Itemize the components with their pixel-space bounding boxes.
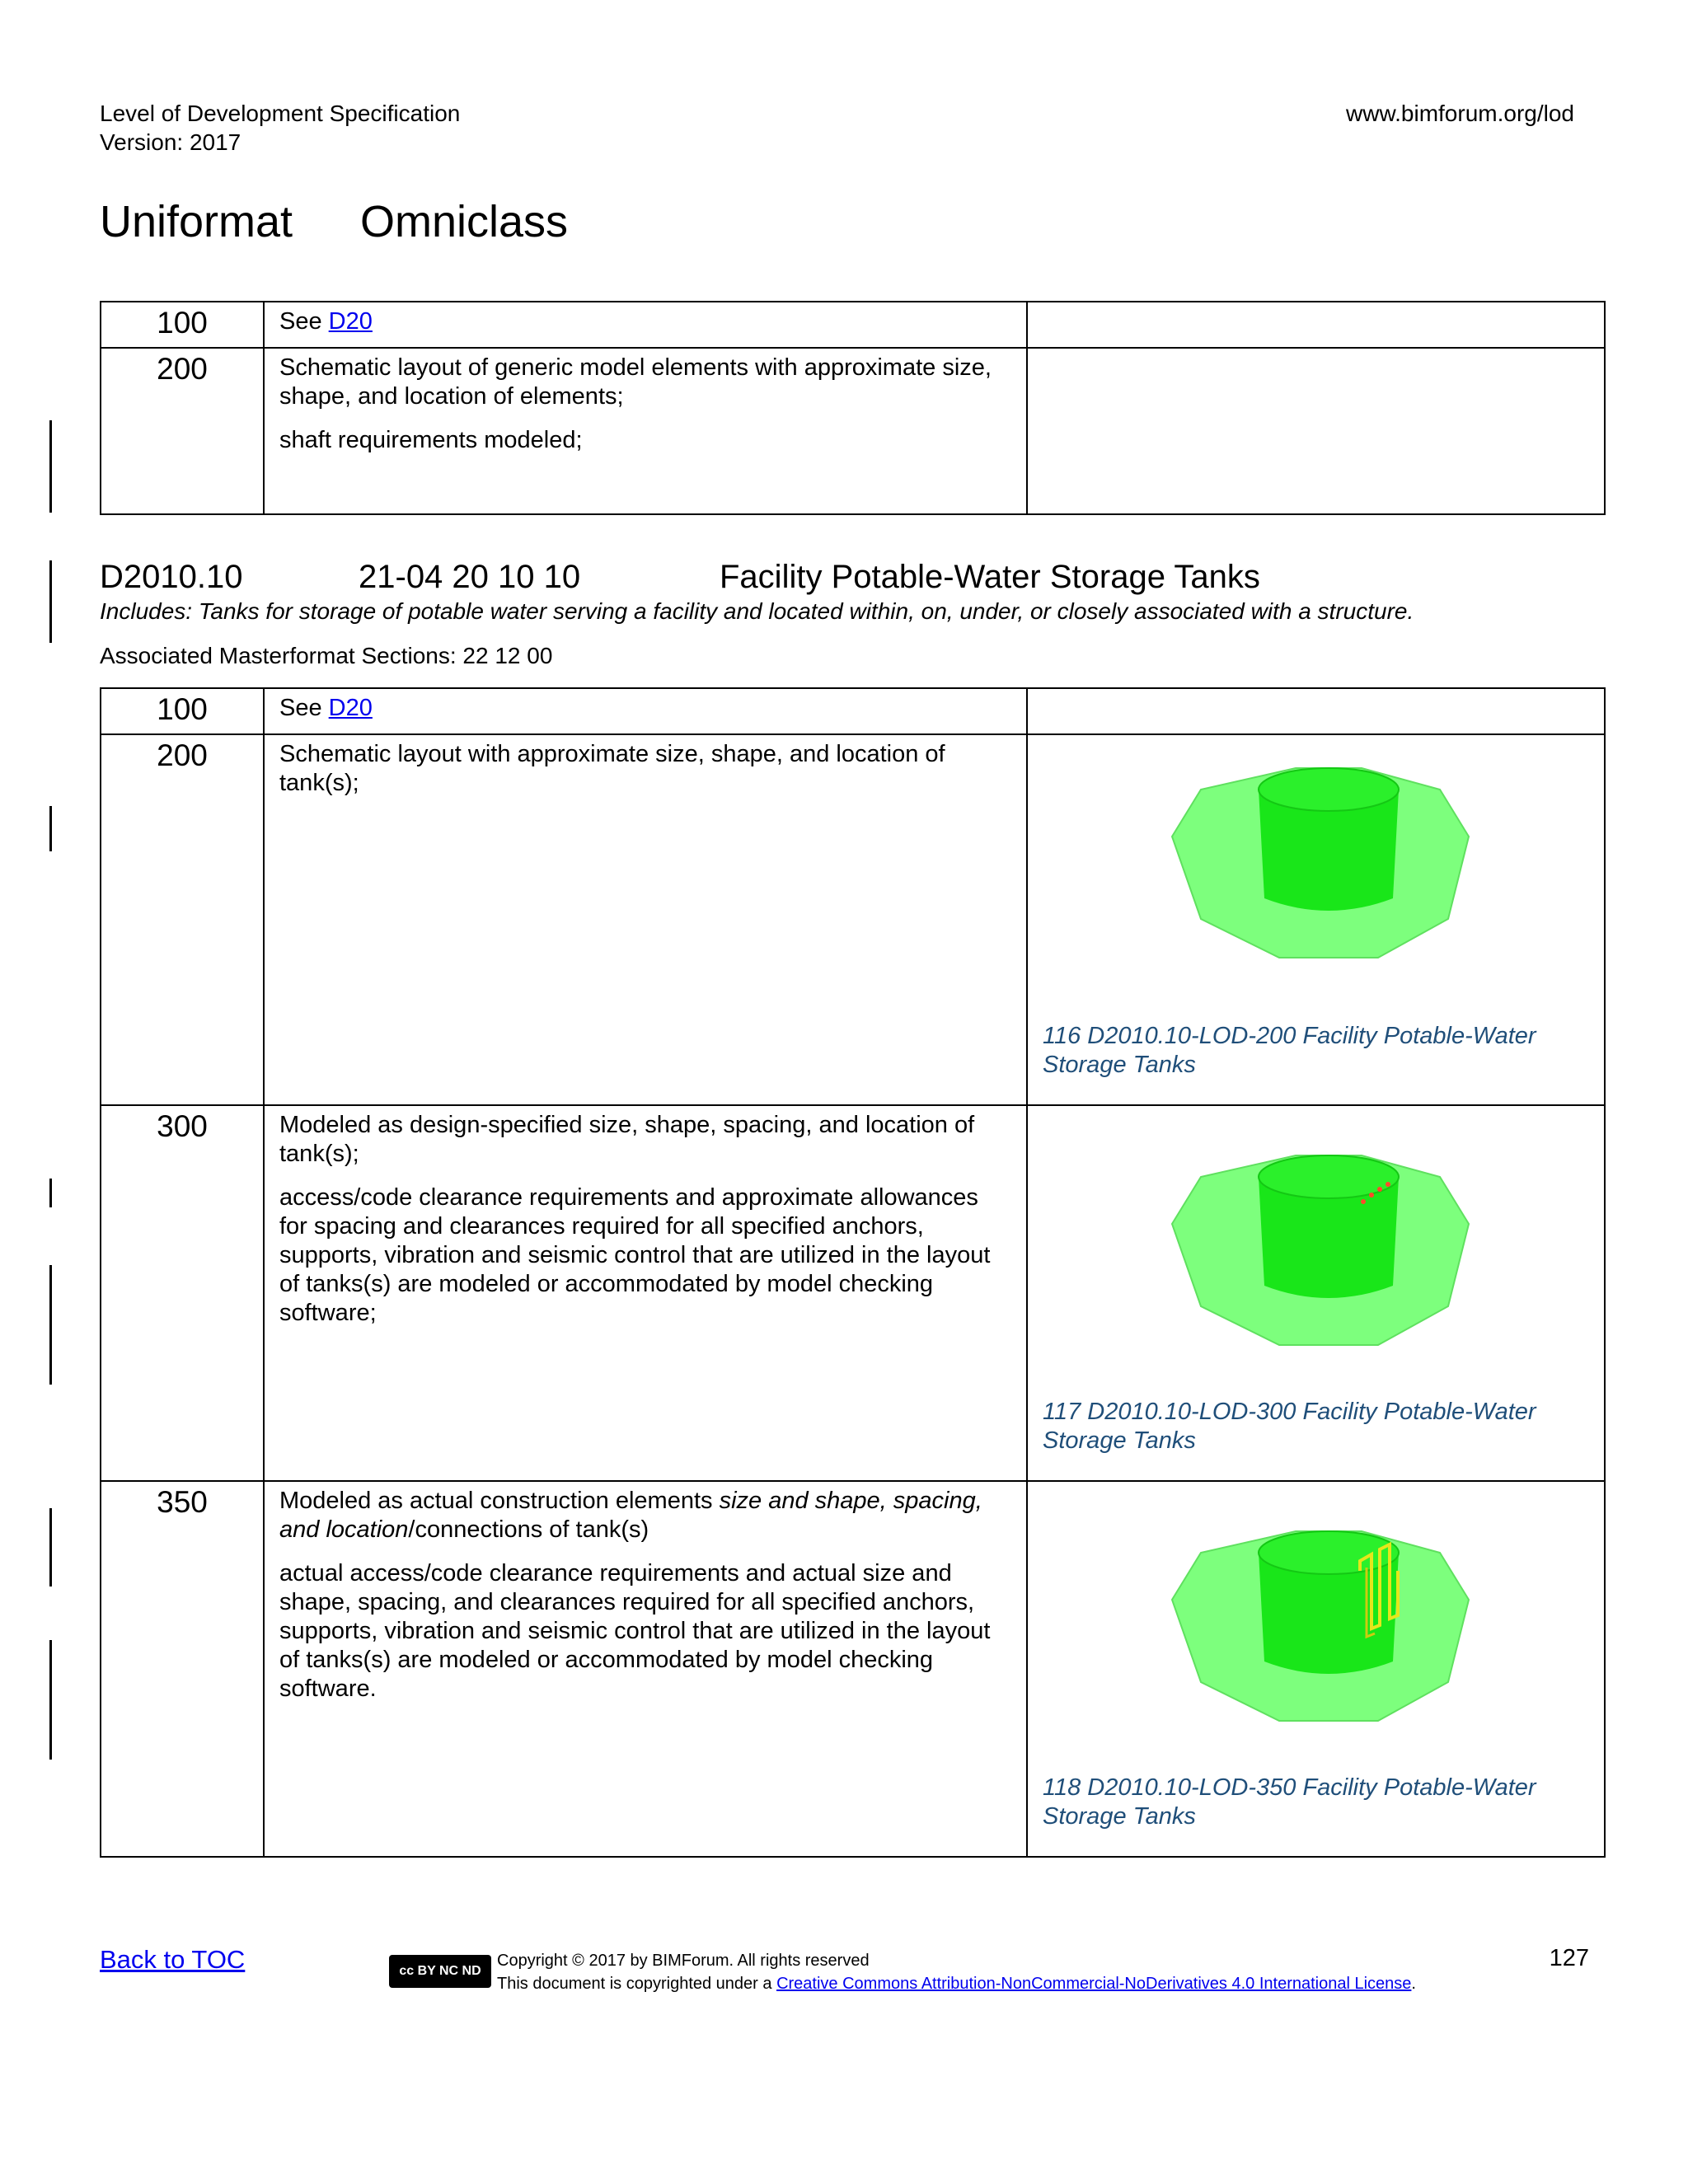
license-text bbox=[497, 1972, 1416, 1995]
see-text: See bbox=[279, 695, 329, 721]
section-title: Facility Potable-Water Storage Tanks bbox=[720, 559, 1260, 595]
description-paragraph: Modeled as design-specified size, shape, spacing, and location of tank(s); bbox=[279, 1112, 975, 1167]
table-row bbox=[101, 348, 1605, 514]
change-bar bbox=[49, 1265, 52, 1385]
section-includes: Includes: Tanks for storage of potable water serving a facility and located within, on, under, or closely associated with a structure. bbox=[100, 598, 1414, 624]
change-bar bbox=[49, 1640, 52, 1760]
lod-description bbox=[264, 1105, 1027, 1481]
table-row bbox=[101, 1481, 1605, 1857]
description-paragraph: access/code clearance requirements and approximate allowances for spacing and clearances required for all specified anchors, supports, vibration and seismic control that are utilized in the layout of tanks(s) are modeled or accommodated by model checking software; bbox=[279, 1184, 991, 1326]
lod-description bbox=[264, 688, 1027, 734]
table-row bbox=[101, 688, 1605, 734]
doc-title: Level of Development Specification bbox=[100, 101, 461, 126]
d20-link[interactable]: D20 bbox=[328, 695, 373, 721]
lod-level: 300 bbox=[101, 1105, 264, 1481]
lod-image-cell bbox=[1027, 302, 1605, 348]
description-paragraph: Schematic layout with approximate size, shape, and location of tank(s); bbox=[279, 741, 945, 796]
description-paragraph: Schematic layout of generic model elements with approximate size, shape, and location of elements; bbox=[279, 354, 992, 410]
lod-image-cell bbox=[1027, 1481, 1605, 1857]
page-number: 127 bbox=[1549, 1945, 1589, 1971]
lod-image-cell bbox=[1027, 734, 1605, 1105]
doc-url: www.bimforum.org/lod bbox=[1346, 101, 1574, 126]
lod-description bbox=[264, 302, 1027, 348]
doc-header-left bbox=[100, 99, 460, 157]
back-to-toc-link[interactable]: Back to TOC bbox=[100, 1945, 246, 1974]
lod-table-d20 bbox=[100, 301, 1606, 515]
lod-level: 200 bbox=[101, 734, 264, 1105]
d20-link[interactable]: D20 bbox=[328, 308, 373, 335]
doc-version: Version: 2017 bbox=[100, 129, 241, 155]
copyright-text: Copyright © 2017 by BIMForum. All rights reserved bbox=[497, 1952, 870, 1970]
lod-level: 100 bbox=[101, 302, 264, 348]
change-bar bbox=[49, 420, 52, 513]
description-text: /connections of tank(s) bbox=[408, 1516, 649, 1543]
figure-caption: 117 D2010.10-LOD-300 Facility Potable-Water Storage Tanks bbox=[1043, 1399, 1536, 1454]
lod-description bbox=[264, 1481, 1027, 1857]
change-bar bbox=[49, 560, 52, 643]
lod-image-cell bbox=[1027, 1105, 1605, 1481]
cc-license-link[interactable]: Creative Commons Attribution-NonCommercial-NoDerivatives 4.0 International License bbox=[776, 1975, 1412, 1993]
lod-level: 350 bbox=[101, 1481, 264, 1857]
license-suffix: . bbox=[1411, 1975, 1416, 1993]
masterformat-sections: Associated Masterformat Sections: 22 12 00 bbox=[100, 643, 553, 668]
lod-level: 200 bbox=[101, 348, 264, 514]
table-row bbox=[101, 302, 1605, 348]
figure-caption: 118 D2010.10-LOD-350 Facility Potable-Water Storage Tanks bbox=[1043, 1774, 1536, 1830]
change-bar bbox=[49, 1508, 52, 1586]
cc-badge-text: cc BY NC ND bbox=[399, 1964, 481, 1978]
lod-image-cell bbox=[1027, 348, 1605, 514]
lod-description bbox=[264, 348, 1027, 514]
section-code: D2010.10 bbox=[100, 559, 243, 595]
description-text: Modeled as actual construction elements bbox=[279, 1488, 720, 1514]
description-paragraph: actual access/code clearance requirements and actual size and shape, spacing, and clearances required for all specified anchors, supports, vibration and seismic control that are utilized in the layout of tanks(s) are modeled or accommodated by model checking software. bbox=[279, 1560, 991, 1702]
table-row bbox=[101, 734, 1605, 1105]
lod-image-cell bbox=[1027, 688, 1605, 734]
description-italic-text: size and shape, spacing, and location bbox=[279, 1488, 982, 1543]
omniclass-heading: Omniclass bbox=[360, 197, 569, 246]
see-text: See bbox=[279, 308, 329, 335]
tank-lod200-image bbox=[1156, 758, 1502, 972]
lod-level: 100 bbox=[101, 688, 264, 734]
table-row bbox=[101, 1105, 1605, 1481]
tank-lod300-image bbox=[1156, 1146, 1502, 1360]
copyright-block bbox=[497, 1949, 1416, 1995]
description-paragraph bbox=[279, 1487, 1011, 1544]
lod-description bbox=[264, 734, 1027, 1105]
license-prefix: This document is copyrighted under a bbox=[497, 1975, 777, 1993]
figure-caption: 116 D2010.10-LOD-200 Facility Potable-Water Storage Tanks bbox=[1043, 1023, 1536, 1078]
lod-table-d2010-10 bbox=[100, 687, 1606, 1858]
uniformat-heading: Uniformat bbox=[100, 197, 293, 246]
section-omniclass: 21-04 20 10 10 bbox=[359, 559, 581, 595]
cc-license-badge[interactable] bbox=[389, 1955, 491, 1988]
tank-lod350-image bbox=[1156, 1521, 1502, 1736]
change-bar bbox=[49, 1179, 52, 1207]
description-paragraph: shaft requirements modeled; bbox=[279, 427, 583, 453]
change-bar bbox=[49, 806, 52, 851]
